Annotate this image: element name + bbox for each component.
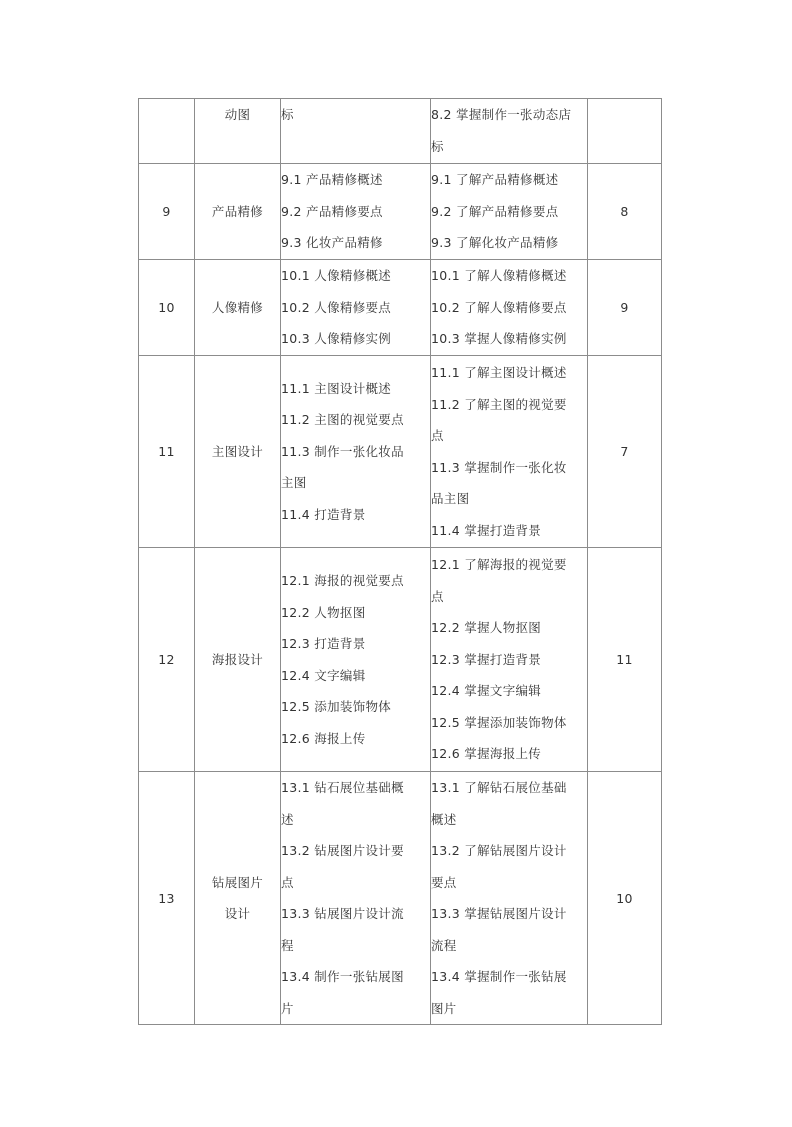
content-line: 程: [281, 937, 294, 953]
goal-line: 10.1 了解人像精修概述: [431, 268, 567, 284]
content-line: 标: [281, 107, 294, 122]
content-line: 10.3 人像精修实例: [281, 331, 392, 347]
teaching-content-cell: [281, 772, 431, 1025]
goal-line: 标: [431, 138, 444, 154]
chapter-number-cell: 10: [139, 260, 195, 356]
chapter-name-line: 人像精修: [211, 299, 264, 315]
goal-line: 11.3 掌握制作一张化妆: [431, 459, 567, 475]
content-line: 12.2 人物抠图: [281, 604, 366, 620]
content-line: 9.1 产品精修概述: [281, 172, 383, 188]
goal-line: 9.1 了解产品精修概述: [431, 172, 559, 188]
learning-goal-cell: [431, 260, 588, 356]
content-line: 10.2 人像精修要点: [281, 299, 392, 315]
chapter-name-cell: [195, 772, 281, 1025]
table-row: [139, 548, 662, 772]
chapter-name-cell: [195, 356, 281, 548]
content-line: 述: [281, 811, 294, 827]
goal-line: 8.2 掌握制作一张动态店: [431, 107, 572, 122]
content-line: 13.1 钻石展位基础概: [281, 780, 404, 795]
course-table: [138, 98, 662, 1025]
learning-goal-cell: [431, 356, 588, 548]
chapter-name-line: 设计: [224, 906, 251, 921]
goal-line: 11.1 了解主图设计概述: [431, 365, 567, 380]
goal-line: 13.2 了解钻展图片设计: [431, 843, 567, 858]
goal-line: 9.2 了解产品精修要点: [431, 203, 559, 219]
content-line: 11.3 制作一张化妆品: [281, 443, 404, 459]
goal-line: 13.4 掌握制作一张钻展: [431, 969, 567, 984]
chapter-number-cell: 9: [139, 164, 195, 260]
content-line: 13.4 制作一张钻展图: [281, 969, 404, 984]
learning-goal-cell: [431, 772, 588, 1025]
teaching-content-cell: [281, 548, 431, 772]
content-line: 9.2 产品精修要点: [281, 203, 383, 219]
chapter-number-cell: 13: [139, 772, 195, 1025]
teaching-content-cell: [281, 164, 431, 260]
content-line: 13.2 钻展图片设计要: [281, 843, 404, 858]
goal-line: 13.3 掌握钻展图片设计: [431, 906, 567, 921]
learning-goal-cell: [431, 548, 588, 772]
chapter-name-line: 产品精修: [211, 203, 264, 219]
goal-line: 12.5 掌握添加装饰物体: [431, 714, 567, 730]
teaching-content-cell: [281, 356, 431, 548]
goal-line: 图片: [431, 1000, 457, 1016]
content-line: 10.1 人像精修概述: [281, 268, 392, 284]
chapter-name-cell: [195, 99, 281, 164]
class-hours-cell: 11: [588, 548, 662, 772]
table-row: [139, 164, 662, 260]
table-row: [139, 99, 662, 164]
goal-line: 流程: [431, 937, 457, 953]
chapter-name-line: 海报设计: [211, 651, 264, 667]
table-row: [139, 356, 662, 548]
content-line: 片: [281, 1000, 294, 1016]
chapter-name-cell: [195, 548, 281, 772]
class-hours-cell: 8: [588, 164, 662, 260]
chapter-number-cell: [139, 99, 195, 164]
chapter-name-line: 钻展图片: [211, 874, 264, 890]
content-line: 11.2 主图的视觉要点: [281, 412, 404, 428]
content-line: 12.5 添加装饰物体: [281, 699, 392, 714]
goal-line: 13.1 了解钻石展位基础: [431, 780, 567, 795]
chapter-number-cell: 12: [139, 548, 195, 772]
goal-line: 点: [431, 428, 444, 443]
class-hours-cell: [588, 99, 662, 164]
table-row: [139, 772, 662, 1025]
teaching-content-cell: [281, 99, 431, 164]
goal-line: 9.3 了解化妆产品精修: [431, 235, 559, 251]
goal-line: 12.1 了解海报的视觉要: [431, 557, 567, 573]
goal-line: 要点: [431, 874, 457, 890]
learning-goal-cell: [431, 99, 588, 164]
content-line: 11.1 主图设计概述: [281, 380, 392, 396]
learning-goal-cell: [431, 164, 588, 260]
goal-line: 品主图: [431, 491, 470, 506]
chapter-name-cell: [195, 260, 281, 356]
content-line: 12.3 打造背景: [281, 636, 366, 651]
chapter-number-cell: 11: [139, 356, 195, 548]
content-line: 点: [281, 874, 294, 890]
teaching-content-cell: [281, 260, 431, 356]
goal-line: 概述: [431, 811, 457, 827]
table-row: [139, 260, 662, 356]
goal-line: 12.6 掌握海报上传: [431, 746, 542, 762]
goal-line: 12.2 掌握人物抠图: [431, 620, 542, 636]
class-hours-cell: 9: [588, 260, 662, 356]
goal-line: 点: [431, 588, 444, 604]
goal-line: 12.3 掌握打造背景: [431, 651, 542, 667]
goal-line: 11.2 了解主图的视觉要: [431, 396, 567, 412]
goal-line: 10.3 掌握人像精修实例: [431, 331, 567, 347]
class-hours-cell: 10: [588, 772, 662, 1025]
chapter-name-cell: [195, 164, 281, 260]
content-line: 12.1 海报的视觉要点: [281, 573, 404, 588]
goal-line: 11.4 掌握打造背景: [431, 522, 542, 538]
goal-line: 12.4 掌握文字编辑: [431, 683, 542, 699]
content-line: 11.4 打造背景: [281, 506, 366, 522]
class-hours-cell: 7: [588, 356, 662, 548]
chapter-name-line: 主图设计: [211, 443, 264, 459]
goal-line: 10.2 了解人像精修要点: [431, 299, 567, 315]
content-line: 9.3 化妆产品精修: [281, 235, 383, 251]
content-line: 12.4 文字编辑: [281, 667, 366, 683]
course-table-body: [139, 99, 662, 1025]
content-line: 12.6 海报上传: [281, 730, 366, 746]
chapter-name-line: 动图: [224, 107, 251, 122]
content-line: 主图: [281, 475, 307, 491]
content-line: 13.3 钻展图片设计流: [281, 906, 404, 921]
